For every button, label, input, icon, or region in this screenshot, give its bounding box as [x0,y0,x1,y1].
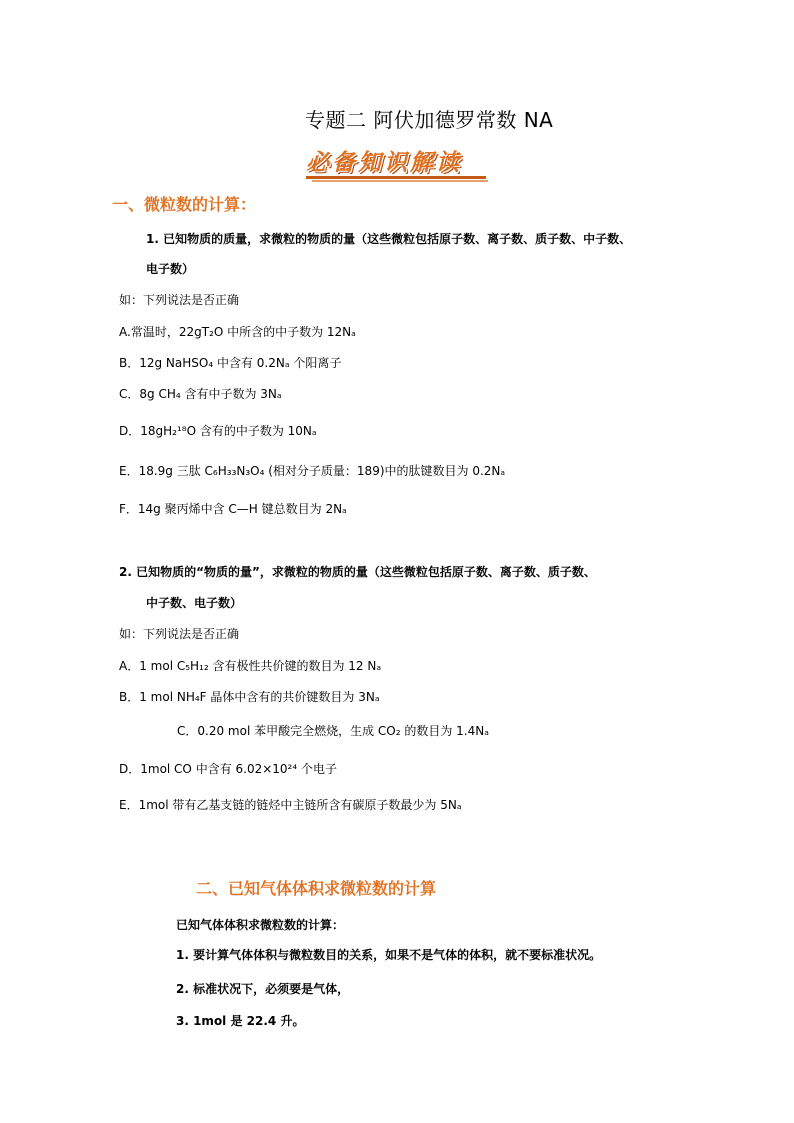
q2-option-d: D．1mol CO 中含有 6.02×10²⁴ 个电子 [119,762,337,776]
q2-option-c: C．0.20 mol 苯甲酸完全燃烧，生成 CO₂ 的数目为 1.4Nₐ [177,724,489,738]
banner-underline [306,176,486,179]
banner-text: 必备知识解读 [306,149,462,176]
q1-option-d: D．18gH₂¹⁸O 含有的中子数为 10Nₐ [119,424,317,438]
q1-line2: 电子数） [146,262,195,276]
page-title: 专题二 阿伏加德罗常数 NA [305,108,554,132]
q1-line1: 1. 已知物质的质量，求微粒的物质的量（这些微粒包括原子数、离子数、质子数、中子数、 [146,232,632,246]
banner-underline-shadow [312,180,488,182]
section-banner [306,144,486,180]
section2-point1: 1. 要计算气体体积与微粒数目的关系，如果不是气体的体积，就不要标准状况。 [176,948,602,962]
q2-intro: 如：下列说法是否正确 [119,627,240,641]
q1-option-e: E．18.9g 三肽 C₆H₃₃N₃O₄ (相对分子质量：189)中的肽键数目为 0.2Nₐ [119,464,506,478]
q2-line2: 中子数、电子数） [146,596,243,610]
section1-heading: 一、微粒数的计算： [112,195,257,214]
q2-option-b: B．1 mol NH₄F 晶体中含有的共价键数目为 3Nₐ [119,690,380,704]
q2-line1: 2. 已知物质的“物质的量”，求微粒的物质的量（这些微粒包括原子数、离子数、质子数、 [119,565,596,579]
q2-option-e: E．1mol 带有乙基支链的链烃中主链所含有碳原子数最少为 5Nₐ [119,798,462,812]
q1-option-b: B．12g NaHSO₄ 中含有 0.2Nₐ 个阳离子 [119,356,342,370]
q1-option-a: A.常温时，22gT₂O 中所含的中子数为 12Nₐ [119,325,356,339]
section2-intro: 已知气体体积求微粒数的计算： [176,918,345,932]
section2-point3: 3. 1mol 是 22.4 升。 [176,1014,305,1028]
section2-point2: 2. 标准状况下，必须要是气体， [176,982,350,996]
q2-option-a: A．1 mol C₅H₁₂ 含有极性共价键的数目为 12 Nₐ [119,659,382,673]
q1-option-c: C．8g CH₄ 含有中子数为 3Nₐ [119,387,282,401]
q1-intro: 如：下列说法是否正确 [119,293,240,307]
q1-option-f: F．14g 聚丙烯中含 C—H 键总数目为 2Nₐ [119,502,347,516]
section2-heading: 二、已知气体体积求微粒数的计算 [196,879,437,898]
